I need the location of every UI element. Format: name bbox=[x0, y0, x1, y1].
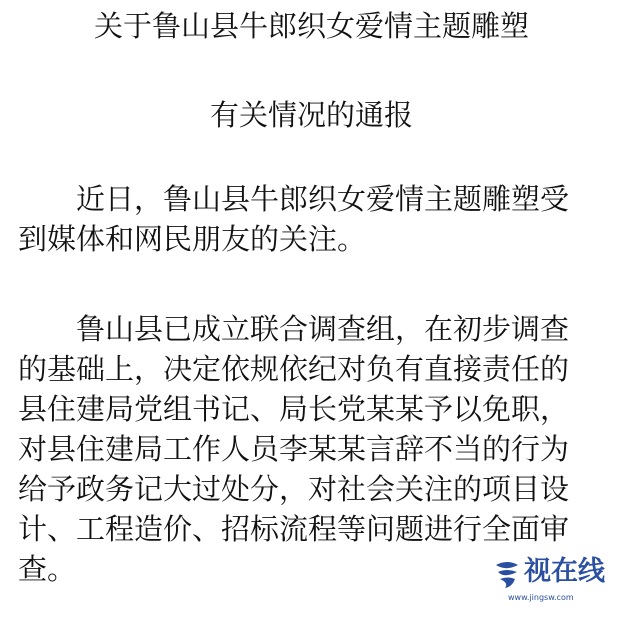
paragraph-line: 近日，鲁山县牛郎织女爱情主题雕塑受 bbox=[76, 182, 570, 216]
watermark-text: 视在线 bbox=[524, 556, 605, 587]
document-title-line-1: 关于鲁山县牛郎织女爱情主题雕塑 bbox=[93, 9, 529, 43]
paragraph-line: 到媒体和网民朋友的关注。 bbox=[18, 222, 367, 256]
paragraph-line: 给予政务记大过处分，对社会关注的项目设 bbox=[18, 472, 570, 506]
paragraph-line: 县住建局党组书记、局长党某某予以免职， bbox=[18, 392, 570, 426]
paragraph-line: 计、工程造价、招标流程等问题进行全面审 bbox=[18, 512, 570, 546]
paragraph-line: 查。 bbox=[18, 552, 77, 586]
paragraph-line: 对县住建局工作人员李某某言辞不当的行为 bbox=[18, 432, 570, 466]
paragraph-line: 鲁山县已成立联合调查组，在初步调查 bbox=[76, 312, 570, 346]
ribbon-logo-icon bbox=[490, 557, 524, 591]
paragraph-line: 的基础上，决定依规依纪对负有直接责任的 bbox=[18, 352, 570, 386]
watermark-url: www.jingsw.com bbox=[508, 593, 574, 602]
document-title-line-2: 有关情况的通报 bbox=[209, 98, 413, 132]
paragraph-1 bbox=[18, 179, 618, 259]
paragraph-2 bbox=[18, 309, 618, 589]
site-watermark bbox=[486, 553, 618, 609]
